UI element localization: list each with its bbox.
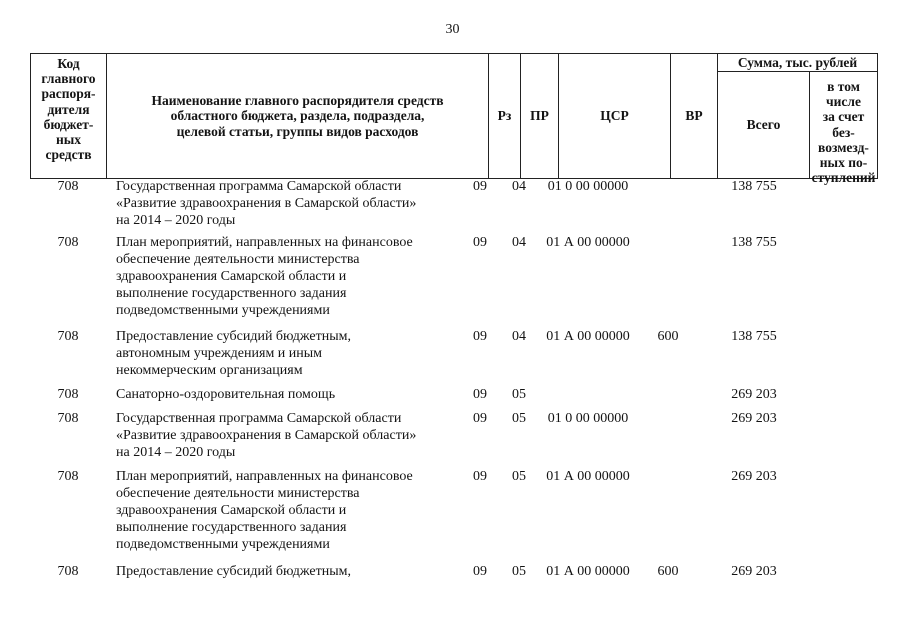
row-csr: 01 0 00 00000 [547, 411, 629, 426]
row-csr: 01 А 00 00000 [546, 329, 630, 344]
row-name [116, 234, 481, 319]
row-rz: 09 [473, 179, 487, 194]
row-rz: 09 [473, 329, 487, 344]
row-pr: 04 [512, 179, 526, 194]
header-gratis-cell [810, 72, 877, 186]
row-name [116, 178, 481, 229]
row-vr: 600 [657, 329, 679, 344]
row-rz: 09 [473, 235, 487, 250]
row-name-line: обеспечение деятельности министерства [116, 486, 360, 501]
row-name-line: подведомственными учреждениями [116, 303, 330, 318]
header-rz-cell: Рз [489, 54, 521, 178]
row-name-line: Предоставление субсидий бюджетным, [116, 329, 352, 344]
row-csr: 01 А 00 00000 [546, 469, 630, 484]
header-name-line: Наименование главного распорядителя средств [151, 92, 444, 108]
header-sum-group [718, 54, 877, 186]
row-total: 138 755 [731, 235, 777, 250]
row-pr: 05 [512, 564, 526, 579]
row-name-line: подведомственными учреждениями [116, 537, 330, 552]
row-name-line: Государственная программа Самарской области [116, 179, 402, 194]
row-name [116, 328, 481, 379]
row-csr: 01 А 00 00000 [546, 235, 630, 250]
row-code: 708 [57, 564, 79, 579]
row-code: 708 [57, 387, 79, 402]
header-sum-title: Сумма, тыс. рублей [718, 54, 877, 72]
header-code-line: главного [41, 71, 96, 87]
row-code: 708 [57, 179, 79, 194]
row-pr: 05 [512, 411, 526, 426]
row-name-line: выполнение государственного задания [116, 520, 347, 535]
header-code-cell [31, 54, 107, 178]
row-name-line: на 2014 – 2020 годы [116, 213, 236, 228]
header-name-line: целевой статьи, группы видов расходов [176, 123, 419, 139]
row-name-line: Государственная программа Самарской области [116, 411, 402, 426]
row-name [116, 410, 481, 461]
row-total: 269 203 [731, 387, 777, 402]
header-pr-cell: ПР [521, 54, 559, 178]
row-total: 269 203 [731, 564, 777, 579]
row-name-line: «Развитие здравоохранения в Самарской области» [116, 196, 417, 211]
header-gratis-line: ступлений [811, 170, 876, 186]
header-gratis-line: возмезд- [818, 139, 869, 155]
header-vr-cell: ВР [671, 54, 718, 178]
table-header [30, 53, 878, 186]
header-code-line: бюджет- [43, 116, 94, 132]
row-name-line: выполнение государственного задания [116, 286, 347, 301]
row-csr: 01 0 00 00000 [547, 179, 629, 194]
row-code: 708 [57, 235, 79, 250]
row-pr: 04 [512, 329, 526, 344]
row-name [116, 468, 481, 553]
row-name-line: обеспечение деятельности министерства [116, 252, 360, 267]
row-total: 269 203 [731, 411, 777, 426]
row-csr: 01 А 00 00000 [546, 564, 630, 579]
row-total: 269 203 [731, 469, 777, 484]
row-rz: 09 [473, 564, 487, 579]
row-name-line: Предоставление субсидий бюджетным, [116, 564, 352, 579]
row-code: 708 [57, 469, 79, 484]
header-total-cell: Всего [718, 72, 810, 178]
header-code-line: Код [57, 56, 80, 71]
header-gratis-line: в том числе [826, 79, 861, 110]
row-name-line: План мероприятий, направленных на финансовое [116, 235, 413, 250]
row-pr: 05 [512, 387, 526, 402]
row-rz: 09 [473, 387, 487, 402]
row-code: 708 [57, 411, 79, 426]
row-pr: 04 [512, 235, 526, 250]
row-code: 708 [57, 329, 79, 344]
header-name-cell [107, 54, 489, 178]
row-name-line: автономным учреждениям и иным [116, 346, 323, 361]
header-csr-cell: ЦСР [559, 54, 671, 178]
row-name-line: некоммерческим организациям [116, 363, 303, 378]
row-name-line: Санаторно-оздоровительная помощь [116, 387, 336, 402]
row-name-line: «Развитие здравоохранения в Самарской области» [116, 428, 417, 443]
row-name-line: на 2014 – 2020 годы [116, 445, 236, 460]
row-rz: 09 [473, 411, 487, 426]
header-code-line: дителя [47, 101, 90, 117]
header-gratis-line: ных по- [819, 155, 868, 171]
row-pr: 05 [512, 469, 526, 484]
row-name [116, 386, 481, 403]
row-name-line: здравоохранения Самарской области и [116, 503, 347, 518]
row-rz: 09 [473, 469, 487, 484]
header-code-line: распоря- [41, 86, 96, 102]
row-name-line: План мероприятий, направленных на финансовое [116, 469, 413, 484]
row-total: 138 755 [731, 179, 777, 194]
row-name-line: здравоохранения Самарской области и [116, 269, 347, 284]
header-gratis-line: за счет без- [822, 109, 865, 140]
header-code-line: средств [45, 147, 92, 163]
row-total: 138 755 [731, 329, 777, 344]
header-name-line: областного бюджета, раздела, подраздела, [170, 108, 425, 124]
page-number: 30 [445, 22, 460, 37]
row-vr: 600 [657, 564, 679, 579]
row-name [116, 563, 481, 580]
header-code-line: ных [55, 132, 82, 148]
